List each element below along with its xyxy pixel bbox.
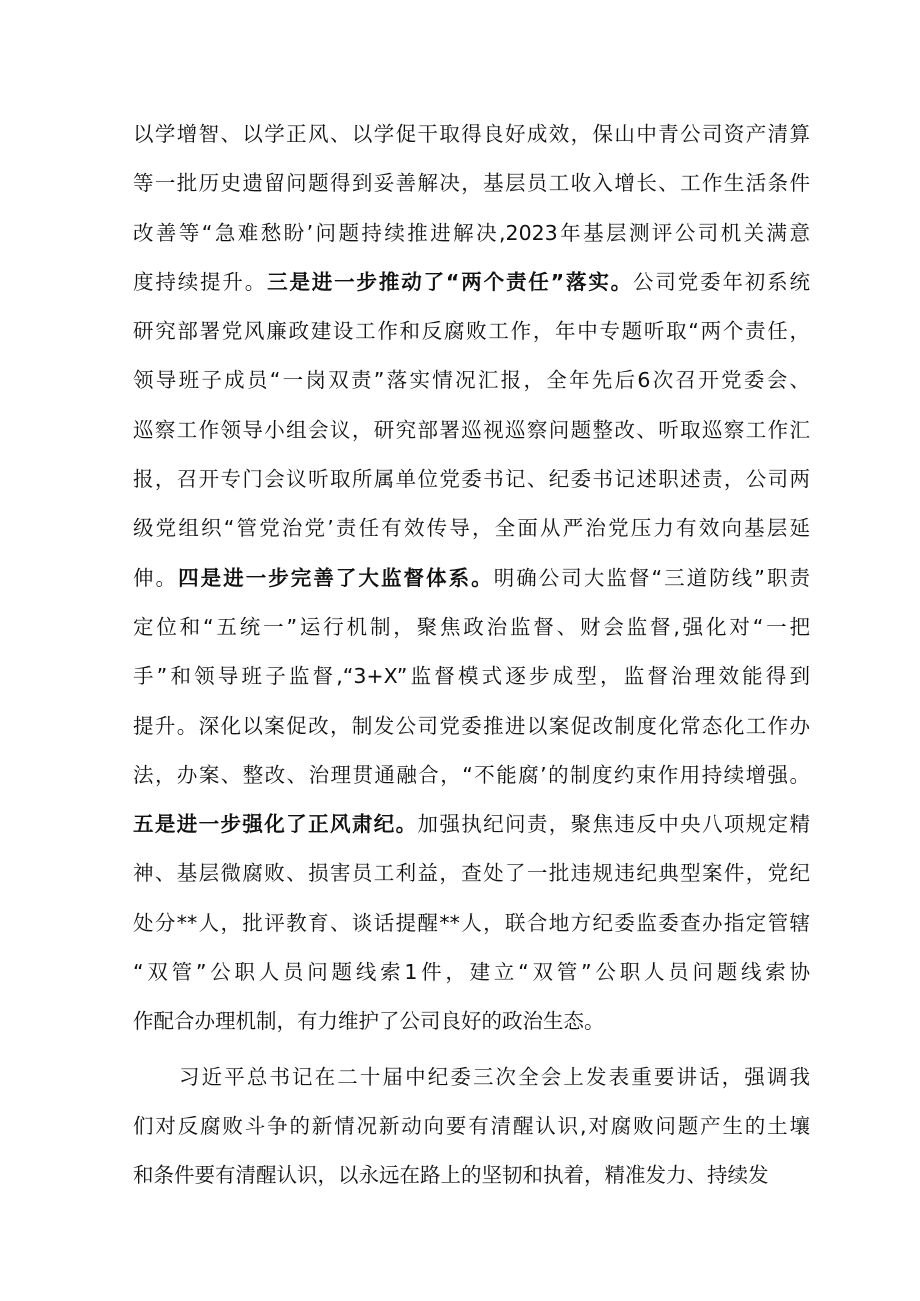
text-line (133, 406, 810, 455)
text-line (133, 504, 810, 553)
text-line (133, 751, 810, 800)
body-text: 神、基层微腐败、损害员工利益，查处了一批违规违纪典型案件，党纪 (133, 861, 810, 886)
body-text: 伸。 (133, 565, 179, 590)
text-line (133, 1151, 810, 1200)
text-line (133, 1102, 810, 1151)
bold-heading-text: 三是进一步推动了“两个责任”落实。 (267, 269, 634, 294)
body-text: “双管”公职人员问题线索1件，建立“双管”公职人员问题线索协 (133, 960, 810, 985)
body-text: 研究部署党风廉政建设工作和反腐败工作，年中专题听取“两个责任， (133, 319, 810, 344)
body-text: 报，召开专门会议听取所属单位党委书记、纪委书记述职述责，公司两 (133, 467, 810, 492)
text-line (133, 702, 810, 751)
text-line (133, 356, 810, 405)
text-line (133, 209, 810, 258)
paragraph-achievements (133, 110, 810, 1047)
text-line (133, 1053, 810, 1102)
bold-heading-text: 五是进一步强化了正风肃纪。 (133, 812, 418, 837)
body-text: 作配合办理机制，有力维护了公司良好的政治生态。 (133, 1009, 605, 1034)
text-line (133, 258, 810, 307)
text-line (133, 455, 810, 504)
text-line (133, 997, 810, 1046)
body-text: 等一批历史遗留问题得到妥善解决，基层员工收入增长、工作生活条件 (133, 171, 810, 196)
body-text: 级党组织“管党治党’责任有效传导，全面从严治党压力有效向基层延 (133, 516, 810, 541)
body-text: 巡察工作领导小组会议，研究部署巡视巡察问题整改、听取巡察工作汇 (133, 417, 810, 442)
text-line (133, 800, 810, 849)
text-line (133, 948, 810, 997)
body-text: 改善等“急难愁盼’问题持续推进解决,2023年基层测评公司机关满意 (133, 220, 810, 245)
body-text: 领导班子成员“一岗双责”落实情况汇报，全年先后6次召开党委会、 (133, 368, 810, 393)
body-text: 定位和“五统一”运行机制，聚焦政治监督、财会监督,强化对“一把 (133, 614, 810, 639)
body-text: 提升。深化以案促改，制发公司党委推进以案促改制度化常态化工作办 (133, 713, 810, 738)
body-text: 公司党委年初系统 (633, 269, 811, 294)
text-line (133, 307, 810, 356)
paragraph-speech (133, 1053, 810, 1201)
text-line (133, 849, 810, 898)
text-line (133, 159, 810, 208)
text-line (133, 554, 810, 603)
body-text: 手”和领导班子监督,“3+X”监督模式逐步成型，监督治理效能得到 (133, 664, 810, 689)
body-text: 加强执纪问责，聚焦违反中央八项规定精 (417, 812, 810, 837)
body-text: 和条件要有清醒认识，以永远在路上的坚韧和执着，精准发力、持续发 (133, 1163, 769, 1188)
body-text: 习近平总书记在二十届中纪委三次全会上发表重要讲话，强调我 (179, 1064, 810, 1089)
text-line (133, 652, 810, 701)
text-line (133, 110, 810, 159)
bold-heading-text: 四是进一步完善了大监督体系。 (178, 565, 494, 590)
text-line (133, 899, 810, 948)
body-text: 们对反腐败斗争的新情况新动向要有清醒认识,对腐败问题产生的土壤 (133, 1113, 810, 1138)
body-text: 法，办案、整改、治理贯通融合，“不能腐’的制度约束作用持续增强。 (133, 762, 810, 787)
body-text: 明确公司大监督“三道防线”职责 (493, 565, 811, 590)
text-line (133, 603, 810, 652)
body-text: 度持续提升。 (133, 269, 268, 294)
body-text: 处分**人，批评教育、谈话提醒**人，联合地方纪委监委查办指定管辖 (133, 910, 810, 935)
body-text: 以学增智、以学正风、以学促干取得良好成效，保山中青公司资产清算 (133, 122, 810, 146)
